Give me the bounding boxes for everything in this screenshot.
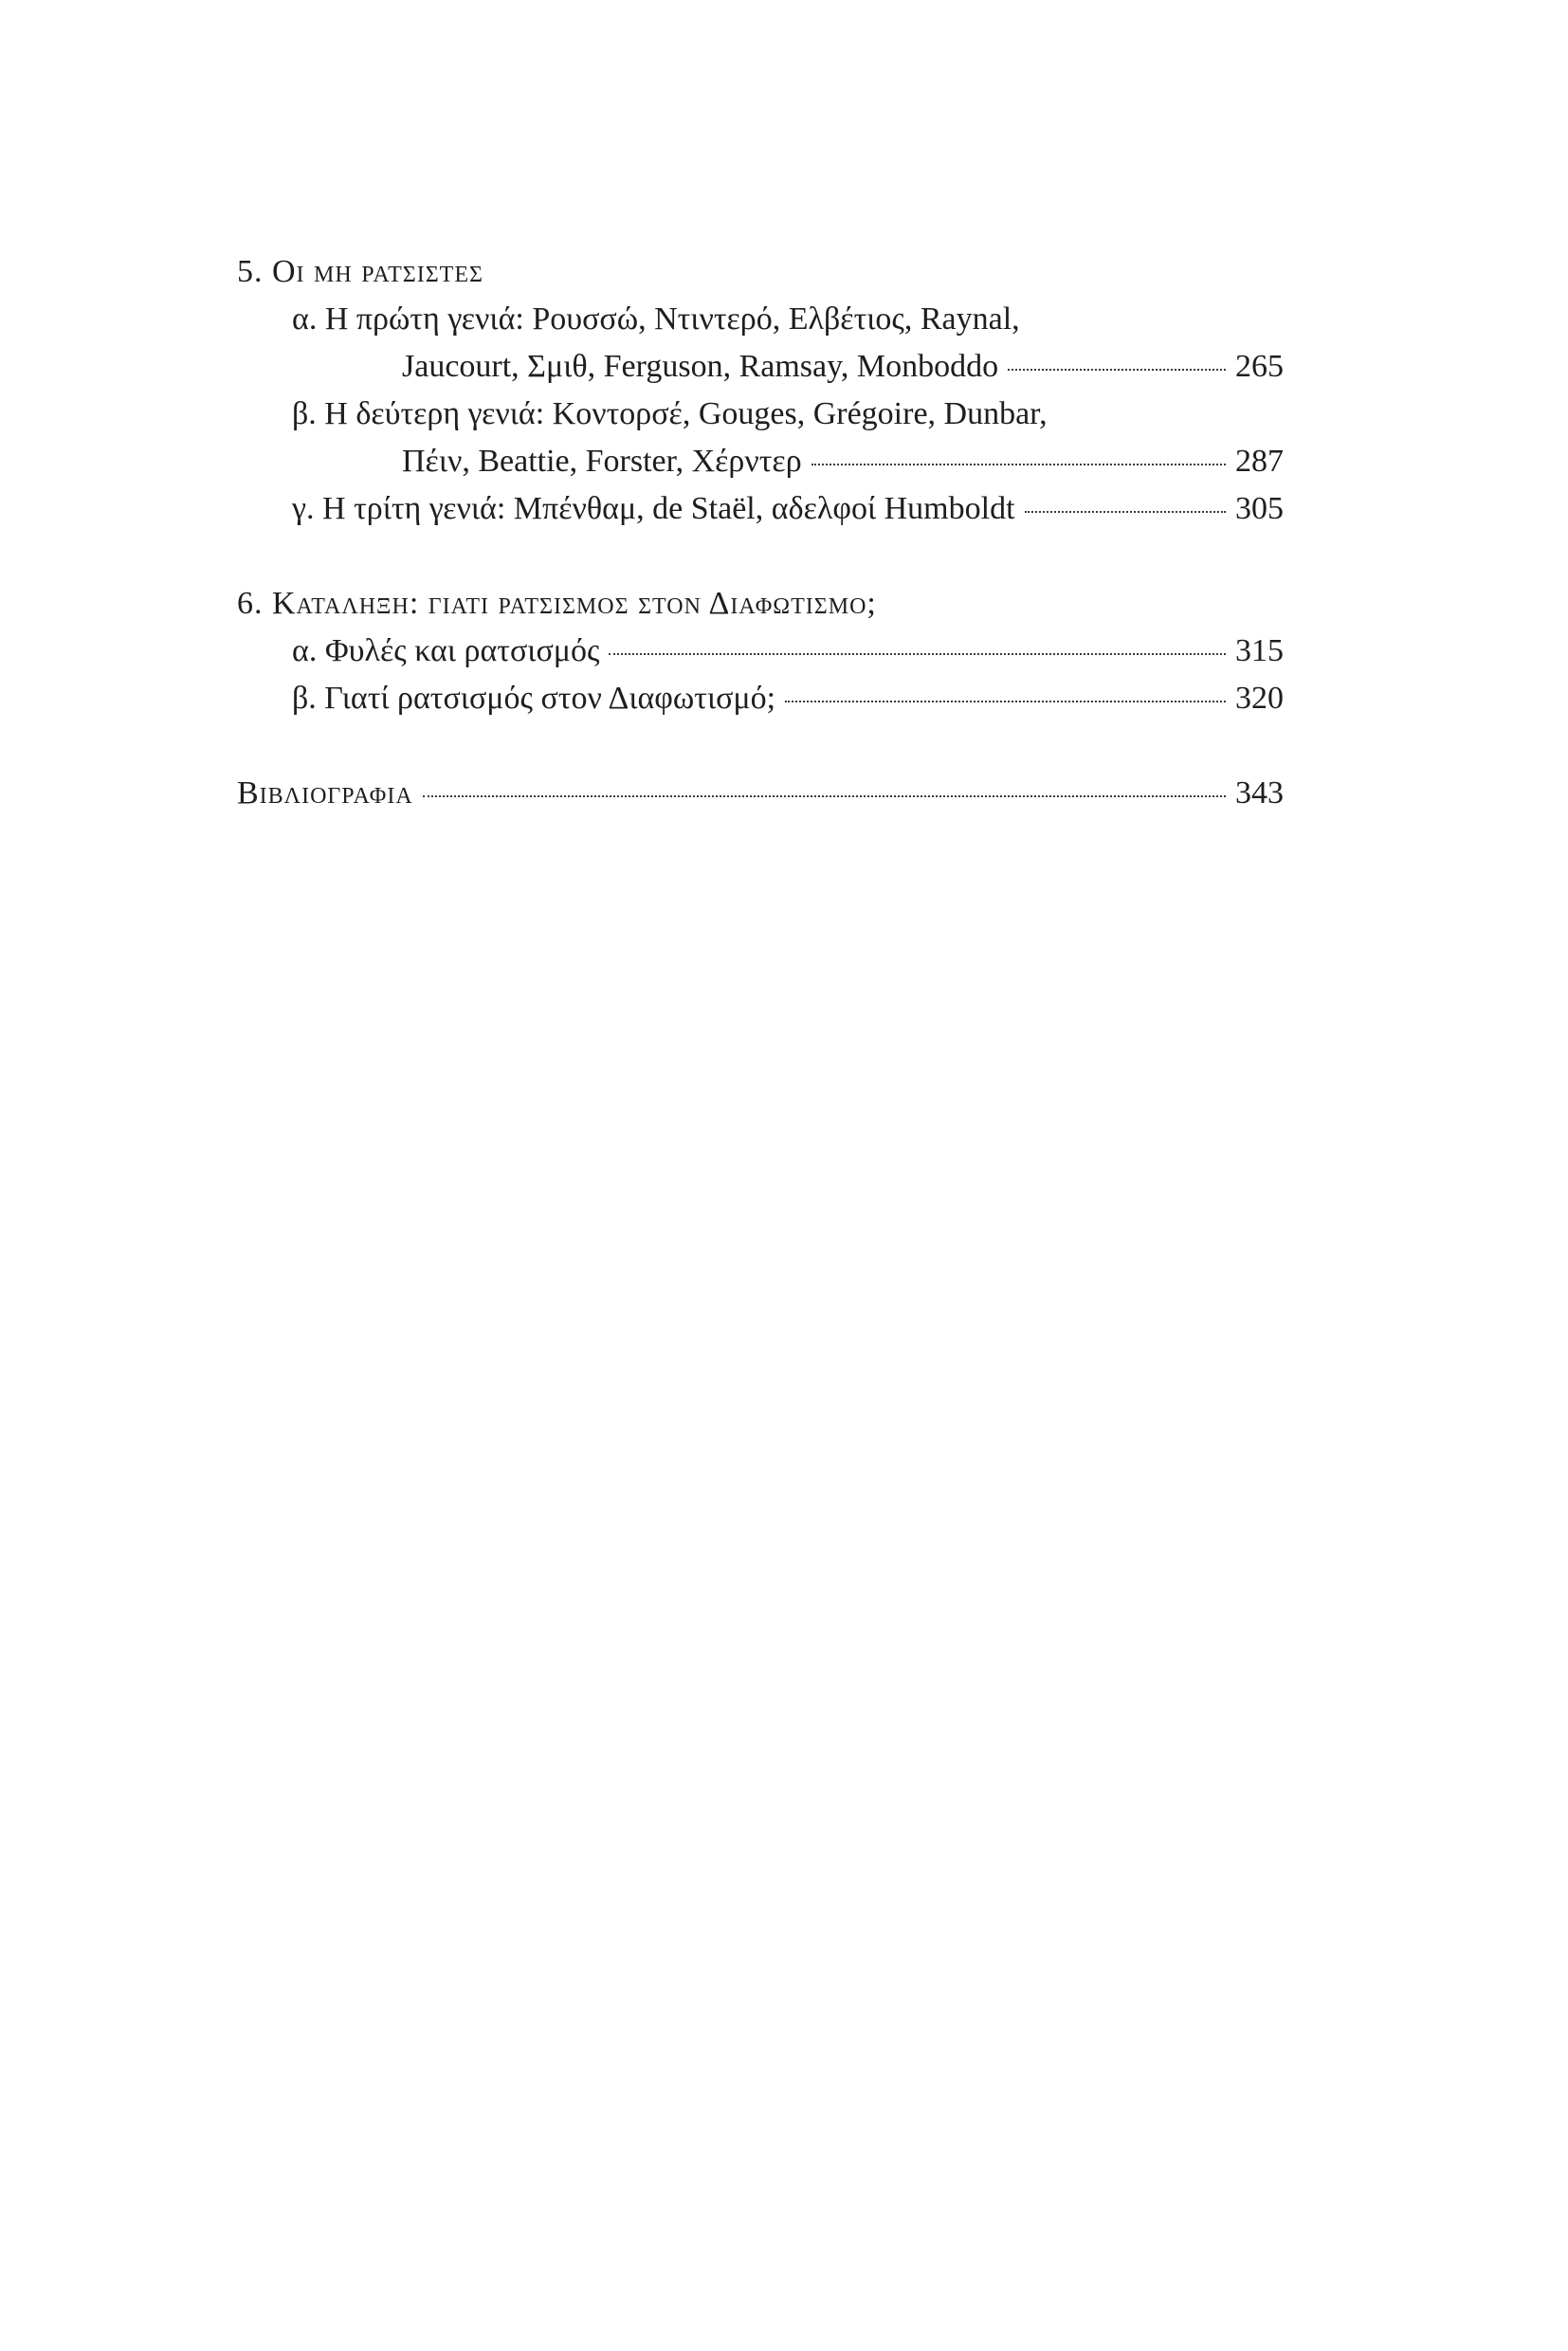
dot-leader — [785, 701, 1226, 702]
dot-leader — [609, 653, 1226, 655]
dot-leader — [1025, 511, 1226, 513]
page-number: 315 — [1235, 633, 1284, 668]
toc-entry-6a[interactable] — [237, 628, 1284, 675]
page-number: 320 — [1235, 681, 1284, 716]
toc-entry-bibliography[interactable] — [237, 770, 1284, 817]
toc-entry-line — [292, 485, 1284, 533]
toc-entry-line — [292, 628, 1284, 675]
page-number: 287 — [1235, 444, 1284, 479]
toc-entry-title-continued: Πέιν, Beattie, Forster, Χέρντερ — [402, 444, 802, 479]
page-number: 265 — [1235, 349, 1284, 384]
toc-entry-line — [292, 343, 1284, 391]
table-of-contents — [237, 248, 1284, 817]
toc-entry-line — [292, 391, 1284, 438]
chapter-6-heading: 6. Καταληξη: γιατι ρατσισμος στον Διαφωτισμο; — [237, 586, 877, 621]
toc-entry-title: β. Η δεύτερη γενιά: Κοντορσέ, Gouges, Grégoire, Dunbar, — [292, 396, 1048, 431]
toc-entry-title: α. Φυλές και ρατσισμός — [292, 633, 600, 668]
dot-leader — [811, 464, 1226, 465]
chapter-5-heading: 5. Οι μη ρατσιστες — [237, 254, 483, 289]
dot-leader — [1008, 369, 1226, 371]
chapter-5 — [237, 248, 1284, 533]
dot-leader — [423, 795, 1226, 797]
toc-entry-line — [292, 438, 1284, 485]
toc-entry-5b[interactable] — [237, 391, 1284, 485]
toc-entry-title: γ. Η τρίτη γενιά: Μπένθαμ, de Staël, αδελφοί Humboldt — [292, 491, 1015, 526]
toc-entry-title-continued: Jaucourt, Σμιθ, Ferguson, Ramsay, Monboddo — [402, 349, 999, 384]
toc-entry-title: α. Η πρώτη γενιά: Ρουσσώ, Ντιντερό, Ελβέτιος, Raynal, — [292, 301, 1020, 337]
toc-entry-line — [292, 296, 1284, 343]
toc-entry-title: β. Γιατί ρατσισμός στον Διαφωτισμό; — [292, 681, 776, 716]
toc-entry-line — [292, 675, 1284, 722]
page-number: 343 — [1235, 775, 1284, 811]
chapter-6 — [237, 580, 1284, 722]
toc-entry-5a[interactable] — [237, 296, 1284, 391]
toc-entry-5c[interactable] — [237, 485, 1284, 533]
toc-entry-6b[interactable] — [237, 675, 1284, 722]
bibliography-label: Βιβλιογραφια — [237, 775, 413, 811]
page-number: 305 — [1235, 491, 1284, 526]
